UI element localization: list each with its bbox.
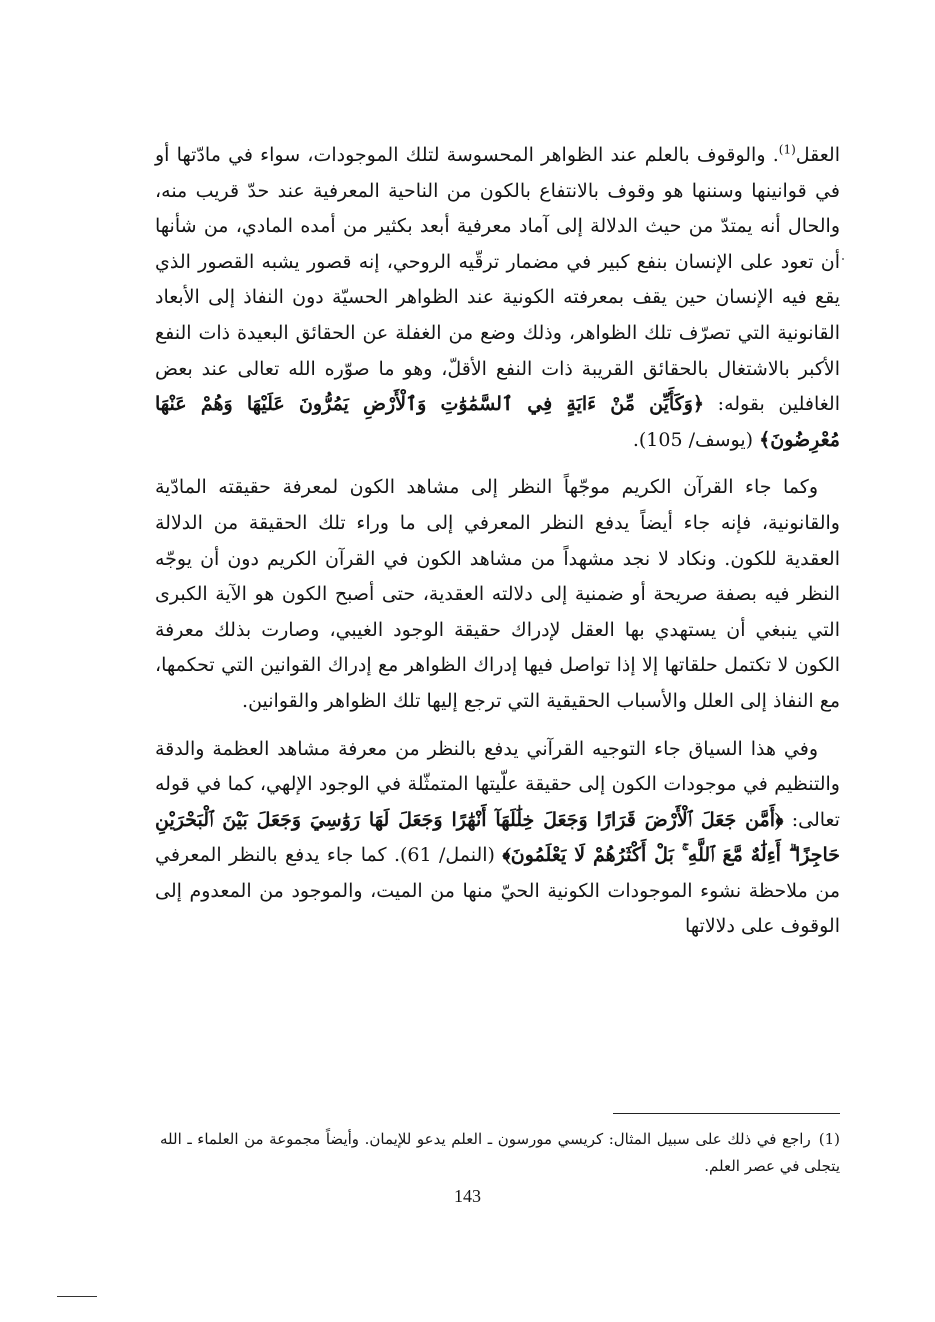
paragraph-2-text: وكما جاء القرآن الكريم موجّهاً النظر إلى مشاهد الكون لمعرفة حقيقته المادّية والقانونية، فإنه جاء أيضاً يدفع النظر المعرفي إلى ما وراء تلك الحقيقة من الدلالة العقدية للكون. ونكاد لا نجد مشهداً من مشاهد الكون في القرآن الكريم دون أن يوجّه النظر فيه بصفة صريحة أو ضمنية إلى دلالته العقدية، حتى أصبح الكون هو الآية الكبرى التي ينبغي أن يستهدي بها العقل لإدراك حقيقة الوجود الغيبي، وصارت بذلك معرفة الكون لا تكتمل حلقاتها إلا إذا تواصل فيها إدراك الظواهر مع إدراك القوانين التي تحكمها، مع النفاذ إلى العلل والأسباب الحقيقية التي ترجع إليها تلك الظواهر والقوانين.	[155, 476, 840, 712]
page-number: 143	[454, 1186, 481, 1206]
paragraph-1-start: العقل	[795, 144, 840, 166]
footnote-text: راجع في ذلك على سبيل المثال: كريسي مورسون ـ العلم يدعو للإيمان. وأيضاً مجموعة من العلماء ـ الله يتجلى في عصر العلم.	[160, 1130, 840, 1175]
footnote-1	[160, 1126, 840, 1180]
paragraph-3-start: وفي هذا السياق جاء التوجيه القرآني يدفع بالنظر من معرفة مشاهد العظمة والدقة والتنظيم في موجودات الكون إلى حقيقة علّيتها المتمثّلة في الوجود الإلهي، كما في قوله تعالى:	[155, 737, 840, 831]
scan-speck	[842, 258, 844, 260]
paragraph-2	[155, 470, 840, 719]
quran-verse-yusuf: ﴿وَكَأَيِّن مِّنْ ءَايَةٍ فِي ٱلسَّمَٰوَٰتِ وَٱلْأَرْضِ يَمُرُّونَ عَلَيْهَا وَهُمْ عَنْهَا مُعْرِضُونَ﴾	[155, 393, 840, 451]
paragraph-1	[155, 138, 840, 458]
footnote-separator	[613, 1113, 840, 1114]
footnote-number: (1)	[818, 1130, 840, 1148]
paragraph-3	[155, 732, 840, 946]
verse-citation-naml: (النمل/ 61). كما جاء يدفع بالنظر المعرفي من ملاحظة نشوء الموجودات الكونية الحيّ منها من الميت، والموجود من المعدوم إلى الوقوف على دلالاتها	[155, 844, 840, 938]
footnote-reference: (1)	[778, 142, 796, 157]
verse-citation-yusuf: (يوسف/ 105).	[632, 428, 760, 451]
footnotes	[160, 1126, 840, 1180]
main-text	[155, 138, 840, 945]
paragraph-1-text: . والوقوف بالعلم عند الظواهر المحسوسة لتلك الموجودات، سواء في مادّتها أو في قوانينها وسننها هو وقوف بالانتفاع بالكون من الناحية المعرفية عند حدّ قريب منه، والحال أنه يمتدّ من حيث الدلالة إلى آماد معرفية أبعد بكثير من أمده المادي، من شأنها أن تعود على الإنسان بنفع كبير في مضمار ترقّيه الروحي، إنه قصور يشبه القصور الذي يقع فيه الإنسان حين يقف بمعرفته الكونية عند الظواهر الحسيّة دون النفاذ إلى الأبعاد القانونية التي تصرّف تلك الظواهر، وذلك وضع من الغفلة عن الحقائق البعيدة ذات النفع الأكبر بالاشتغال بالحقائق القريبة ذات النفع الأقلّ، وهو ما صوّره الله تعالى عند بعض الغافلين بقوله:	[155, 144, 840, 416]
quran-verse-naml: ﴿أَمَّن جَعَلَ ٱلْأَرْضَ قَرَارًا وَجَعَلَ خِلَٰلَهَآ أَنْهَٰرًا وَجَعَلَ لَهَا رَوَٰسِيَ وَجَعَلَ بَيْنَ ٱلْبَحْرَيْنِ حَاجِزًا ۗ أَءِلَٰهٌ مَّعَ ٱللَّهِ ۚ بَلْ أَكْثَرُهُمْ لَا يَعْلَمُونَ﴾	[155, 808, 841, 867]
scan-edge-mark	[57, 1296, 97, 1297]
